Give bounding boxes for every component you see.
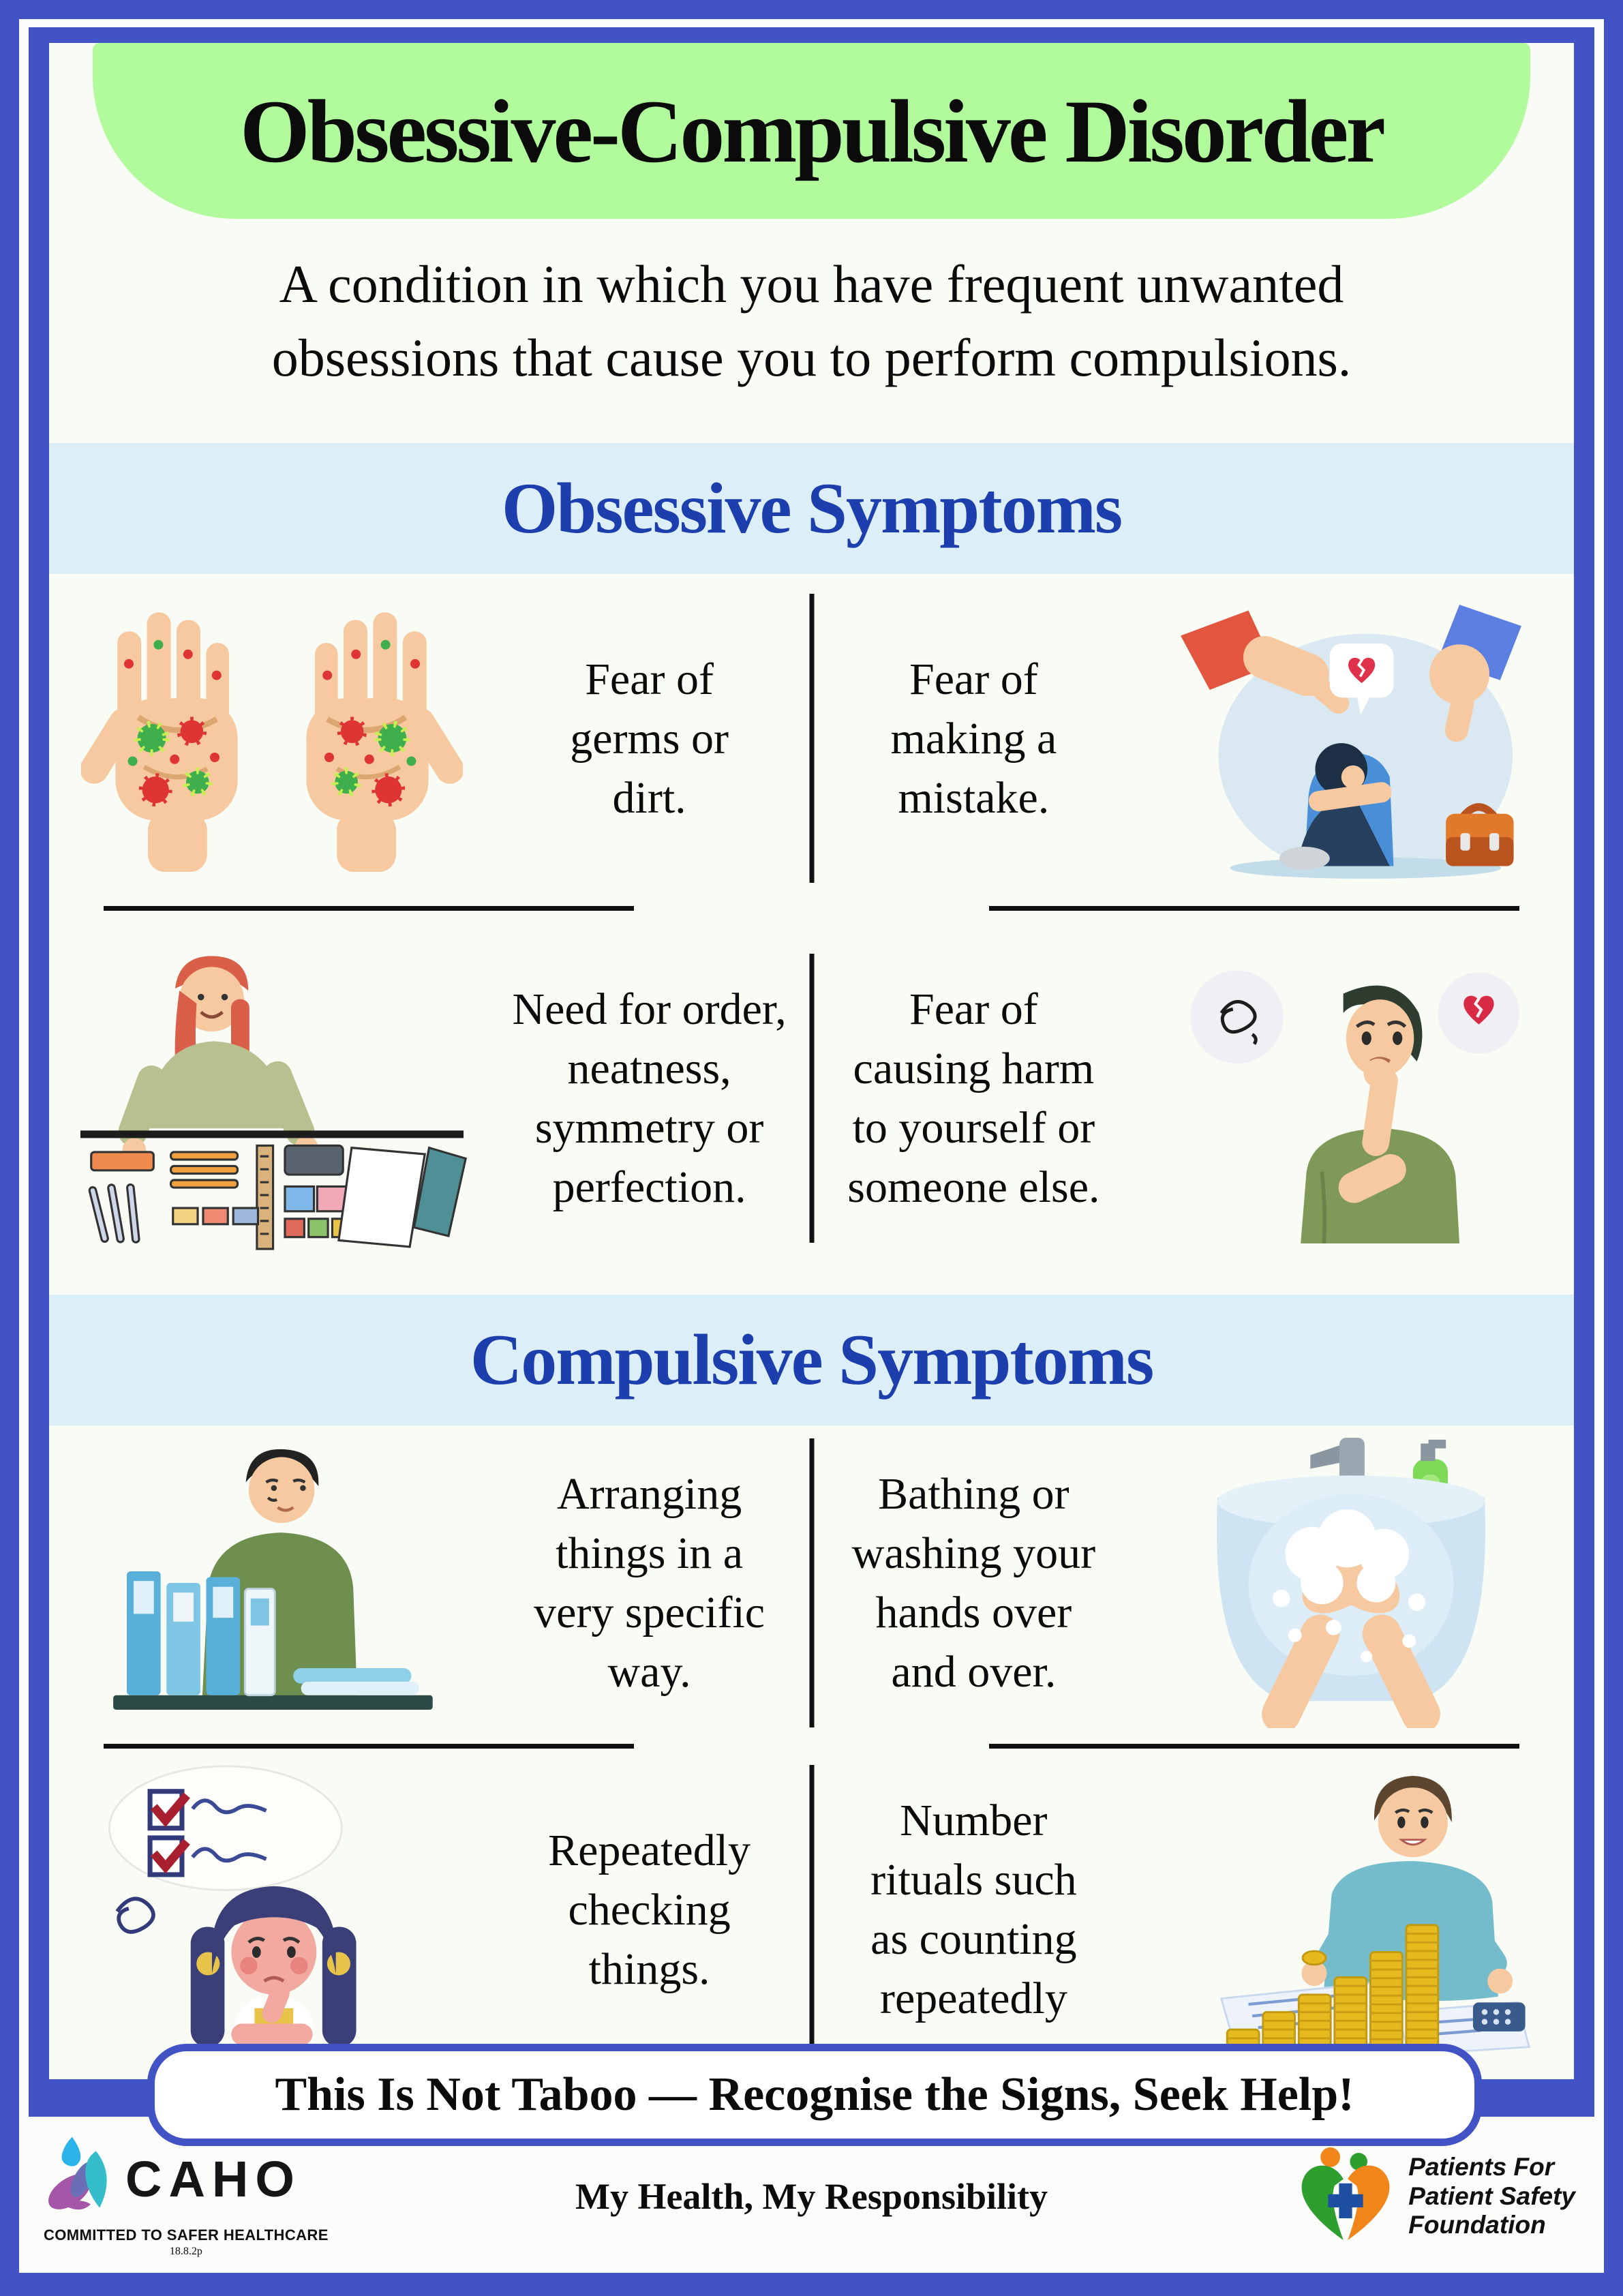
symptom-cell-order bbox=[57, 914, 812, 1282]
symptom-text: Repeatedly checking things. bbox=[548, 1825, 751, 1994]
caho-code: 18.8.2p bbox=[169, 2246, 202, 2257]
compulsive-grid bbox=[49, 1425, 1574, 2067]
worried-man-illustration bbox=[1136, 953, 1566, 1243]
symptom-row bbox=[49, 574, 1574, 903]
bottom-banner bbox=[147, 2044, 1482, 2146]
symptom-cell-germs bbox=[57, 574, 812, 903]
symptom-text: Fear of causing harm to yourself or someone else. bbox=[847, 984, 1100, 1213]
poster-subtitle: A condition in which you have frequent unwanted obsessions that cause you to perform compulsions. bbox=[271, 254, 1352, 387]
column-divider bbox=[809, 594, 814, 883]
caho-tagline: COMMITTED TO SAFER HEALTHCARE bbox=[44, 2226, 329, 2244]
caho-name: CAHO bbox=[125, 2151, 301, 2207]
pfpsf-text: Patients For Patient Safety Foundation bbox=[1408, 2152, 1575, 2239]
row-separator bbox=[49, 906, 1574, 911]
symptom-text: Bathing or washing your hands over and over. bbox=[851, 1469, 1096, 1697]
symptom-row bbox=[49, 1752, 1574, 2067]
organizing-desk-icon bbox=[67, 937, 476, 1260]
separator-line bbox=[104, 1744, 634, 1749]
boy-counting-coins-illustration bbox=[1136, 1764, 1566, 2055]
separator-line bbox=[989, 1744, 1519, 1749]
bottom-banner-text: This Is Not Taboo — Recognise the Signs, Seek Help! bbox=[275, 2068, 1354, 2121]
separator-line bbox=[989, 906, 1519, 911]
section-header-obsessive bbox=[49, 443, 1574, 574]
girl-checklist-icon bbox=[88, 1764, 456, 2055]
symptom-row bbox=[49, 914, 1574, 1282]
arranging-books-icon bbox=[88, 1438, 456, 1728]
caho-leaf-icon bbox=[44, 2135, 125, 2224]
section-header-compulsive bbox=[49, 1295, 1574, 1425]
symptom-text: Number rituals such as counting repeatedly bbox=[870, 1796, 1077, 2024]
compulsive-heading: Compulsive Symptoms bbox=[470, 1320, 1153, 1400]
symptom-row bbox=[49, 1425, 1574, 1740]
symptom-cell-mistake bbox=[812, 574, 1566, 903]
washing-hands-sink-illustration bbox=[1136, 1438, 1566, 1728]
hands-with-germs-illustration bbox=[57, 595, 487, 881]
criticism-thumbs-down-icon bbox=[1167, 593, 1535, 883]
title-banner bbox=[93, 43, 1530, 219]
column-divider bbox=[809, 954, 814, 1243]
boy-counting-coins-icon bbox=[1167, 1764, 1535, 2055]
obsessive-heading: Obsessive Symptoms bbox=[501, 468, 1122, 549]
motto: My Health, My Responsibility bbox=[575, 2176, 1048, 2217]
pfpsf-heart-icon bbox=[1291, 2142, 1400, 2251]
hands-with-germs-icon bbox=[81, 595, 463, 881]
worried-man-icon bbox=[1167, 953, 1535, 1243]
page-title: Obsessive-Compulsive Disorder bbox=[240, 80, 1383, 181]
symptom-cell-checking bbox=[57, 1752, 812, 2067]
organizing-desk-illustration bbox=[57, 937, 487, 1260]
column-divider bbox=[809, 1765, 814, 2054]
separator-line bbox=[104, 906, 634, 911]
caho-logo bbox=[44, 2135, 329, 2258]
arranging-books-illustration bbox=[57, 1438, 487, 1728]
washing-hands-sink-icon bbox=[1167, 1438, 1535, 1728]
symptom-cell-harm bbox=[812, 914, 1566, 1282]
pfpsf-logo bbox=[1291, 2142, 1575, 2251]
symptom-cell-counting bbox=[812, 1752, 1566, 2067]
girl-checklist-illustration bbox=[57, 1764, 487, 2055]
symptom-cell-washing bbox=[812, 1425, 1566, 1740]
symptom-text: Arranging things in a very specific way. bbox=[534, 1469, 765, 1697]
row-separator bbox=[49, 1744, 1574, 1749]
symptom-text: Need for order, neatness, symmetry or perfection. bbox=[512, 984, 787, 1213]
symptom-text: Fear of germs or dirt. bbox=[570, 654, 729, 823]
symptom-cell-arranging bbox=[57, 1425, 812, 1740]
obsessive-grid bbox=[49, 574, 1574, 1282]
column-divider bbox=[809, 1438, 814, 1727]
poster-frame bbox=[29, 27, 1594, 2117]
criticism-thumbs-down-illustration bbox=[1136, 593, 1566, 883]
symptom-text: Fear of making a mistake. bbox=[890, 654, 1057, 823]
